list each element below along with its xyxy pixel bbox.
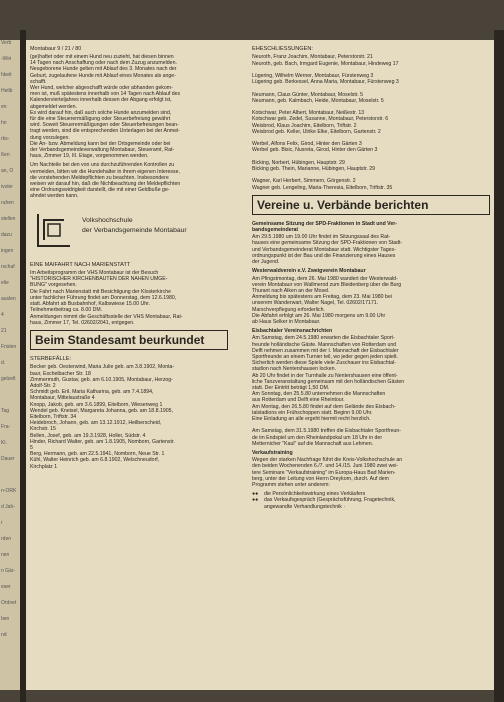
text-line: Anmeldungen nimmt die Geschäftsstelle der VHS Montabaur, Rat- — [30, 313, 183, 320]
previous-page-fragment: ben — [1, 616, 10, 622]
text-line: "HISTORISCHER KIRCHENBAUTEN DER NAHEN UMGE- — [30, 276, 168, 283]
list-item: Wagner geb. Lengeling, Maria-Theresia, Eitelborn, Triftstr. 35 — [252, 184, 393, 191]
previous-page-fragment: ruhen — [1, 200, 14, 206]
previous-page-fragment: ivoler — [1, 184, 13, 190]
eheschliessungen-title: EHESCHLIESSUNGEN: — [252, 46, 313, 52]
bullet-dots-icon: ●● — [252, 497, 259, 504]
text-line: eine Ordnungswidrigkeit darstellt, die mit einer Geldbuße ge- — [30, 187, 170, 194]
text-line: der Verbandsgemeindeverwaltung Montabaur, Steueramt, Rat- — [30, 147, 175, 154]
bullet-text: die Persönlichkeitswirkung eines Verkäufers — [264, 491, 366, 498]
page-right-edge — [494, 30, 504, 702]
list-item: Schmidt geb. Eril, Maria Katharina, geb. am 7.4.1894, — [30, 389, 154, 396]
text-line: verein Montabaur von Wallmerod zum Bleidenberg über die Burg — [252, 281, 402, 288]
list-item: Neumann, geb. Kalmbach, Heide, Montabaur, Moselstr. 5 — [252, 97, 384, 104]
text-line: Im Arbeitsprogramm der VHS Montabaur ist der Besuch — [30, 270, 159, 277]
previous-page-fragment: hkeit — [1, 72, 12, 78]
title-line: Gemeinsame Sitzung der SPD-Fraktionen in Stadt und Ver- — [252, 220, 397, 227]
previous-page-fragment: dazu — [1, 232, 12, 238]
sterbefaelle-title: STERBEFÄLLE: — [30, 355, 72, 362]
previous-page-fragment — [1, 392, 20, 398]
text-line: freunde holländische Gäste. Mannschaften von Rotterdam und — [252, 341, 397, 348]
list-item: Kotschwar geb. Zedel, Susanne, Montabaur, Peterstorstr. 6 — [252, 116, 389, 123]
vhs-title-line2: der Verbandsgemeinde Montabaur — [82, 226, 187, 234]
previous-page-fragment: auslen — [1, 296, 16, 302]
list-item: Becker geb. Oesterwind, Maria Julie geb. am 3.8.1902, Monta- — [30, 364, 175, 371]
text-line: Am Sonntag, den 25.5.80 unternehmen die Mannschaften — [252, 391, 386, 398]
eheschliessungen-list — [252, 54, 490, 190]
list-item: Knopp, Jakob, geb. am 3.6.1899, Eitelborn, Wiesenweg 1 — [30, 401, 163, 408]
list-item: Bicking geb. Thein, Marianne, Hübingen, Hauptstr. 29 — [252, 166, 376, 173]
previous-page-fragment: rks- — [1, 136, 10, 142]
left-column — [30, 46, 228, 470]
previous-page-fragment: nd — [1, 632, 7, 638]
list-item: Bellen, Josef, geb. am 19.3.1928, Holler, Südstr. 4 — [30, 432, 146, 439]
text-line: wird. Soweit Steuerermäßigungen oder Steuerbefreiungen bean- — [30, 122, 179, 129]
bullet-text: angewandte Verhandlungstechnik · — [264, 503, 346, 510]
previous-page-fragment: Verb — [1, 40, 12, 46]
list-item: Werbel geb. Bisic, Nusreta, Girod, Hinter den Gärten 3 — [252, 147, 378, 154]
previous-page-fragment: d Jah- — [1, 504, 15, 510]
text-line: Marschverpflegung erforderlich. — [252, 306, 325, 313]
previous-page-fragment: ßen — [1, 152, 10, 158]
previous-page-fragment: -Wiri — [1, 56, 12, 62]
previous-page-fragment: Fristen — [1, 344, 17, 350]
list-item: Lügering, Wilhelm Werner, Montabaur, Fürstenweg 3 — [252, 73, 374, 80]
list-item: Lügering geb. Berkessel, Anna Maria, Montabaur, Fürstenweg 3 — [252, 79, 399, 86]
text-line: die vorstehenden Meldepflichten zu beachten. Insbesondere — [30, 174, 169, 181]
list-item: Neuroth, Franz Joachim, Montabaur, Peterstorstr. 21 — [252, 54, 373, 61]
previous-page-fragment: Tag — [1, 408, 10, 414]
text-line: berg, unter der Leitung von Herrn Dreykorn, durch. Auf dem — [252, 475, 389, 482]
text-line: vermeiden, bitten wir die Hundehalter in ihrem eigenen Interesse, — [30, 168, 180, 175]
text-line: Thurant nach Alken an der Mosel. — [252, 287, 330, 294]
right-column — [252, 46, 490, 510]
vhs-title — [82, 216, 187, 236]
bullet-dots-icon: ●● — [252, 491, 259, 498]
text-line: abgemeldet werden. — [30, 103, 78, 110]
text-line: statt. Der Eintritt beträgt 1,50 DM. — [252, 384, 330, 391]
list-item: Weisbrod, Klaus Joachim, Eitelborn, Triftstr. 2 — [252, 122, 357, 129]
newspaper-page — [26, 40, 494, 690]
previous-page-fragment: Dauer — [1, 456, 15, 462]
text-line: Um Nachteile bei den von uns durchzuführenden Kontrollen zu — [30, 162, 175, 169]
list-item: Berg, Hermann, geb. am 22.5.1941, Nomborn, Neue Str. 1 — [30, 451, 165, 458]
previous-page-fragment: 4 — [1, 312, 4, 318]
text-line: Metternicher "Kaul" auf die Mannschaft aus Lehmen. — [252, 440, 374, 447]
text-line: Am Samstag, dem 31.5.1980 treffen die Eisbachtaler Sportfreun- — [252, 428, 401, 435]
westerwaldverein-paragraph — [252, 276, 490, 326]
maifahrt-paragraph — [30, 270, 228, 326]
list-item: Adolf-Str. 2 — [30, 382, 56, 389]
text-line: schafft. — [30, 78, 47, 85]
list-item: baur, Eschelbacher Str. 18 — [30, 370, 91, 377]
previous-page-fragment: Ordnet — [1, 600, 17, 606]
previous-page-fragment — [1, 472, 20, 478]
text-line: Ab 20 Uhr findet in der Turnhalle zu Nentershausen eine öffent- — [252, 372, 398, 379]
text-line: haus, Zimmer 19, III. Etage, vorgenommen werden. — [30, 153, 149, 160]
list-item: Bicking, Norbert, Hübingen, Hauptstr. 29 — [252, 159, 345, 166]
eisbachtaler-paragraph — [252, 335, 490, 447]
text-line: Delft nehmen zusammen mit der I. Mannschaft der Eisbachtaler — [252, 347, 399, 354]
standesamt-heading: Beim Standesamt beurkundet — [30, 330, 228, 350]
text-line: tere Seminare "Verkaufstraining" im Europa-Haus Bad Marien- — [252, 469, 396, 476]
previous-page-fragment: n Gär- — [1, 568, 16, 574]
text-line: Eine Einladung an alle ergeht hiermit recht herzlich. — [252, 415, 371, 422]
spd-title — [252, 221, 490, 233]
sterbefaelle-list — [30, 364, 228, 469]
bullet-item — [252, 504, 490, 510]
previous-page-fragment: ingen — [1, 248, 14, 254]
text-line: Wer Hund, welcher abgeschafft würde oder abhanden gekom- — [30, 85, 173, 92]
page-header: Montabaur 9 / 21 / 80 — [30, 46, 82, 52]
text-line: men ist, muß spätestens innerhalb von 14 Tagen nach Ablauf des — [30, 91, 181, 98]
bullet-text: das Verkaufsgespräch (Gesprächsführung, Fragetechnik, — [264, 497, 396, 504]
text-line: weisen wir darauf hin, daß die Nichtbeachtung der Meldepflichten — [30, 181, 181, 188]
text-line: Die An- bzw. Abmeldung kann bei der Ortsgemeinde oder bei — [30, 140, 171, 147]
text-line: der Jugend. — [252, 259, 280, 266]
list-item: Kirchstr. 15 — [30, 426, 56, 433]
previous-page-fragment: n-ORK — [1, 488, 17, 494]
text-line: talstadions ein Frühschoppen statt. Beginn 9.00 Uhr. — [252, 409, 373, 416]
verkaufstraining-bullets — [252, 491, 490, 510]
previous-page-fragment: Heilb — [1, 88, 13, 94]
text-line: Kalendervierteljahres innerhalb dessen der Abgang erfolgt ist, — [30, 97, 172, 104]
text-line: für die eine Steuerermäßigung oder Steuerbefreiung gewährt — [30, 116, 171, 123]
text-line: (ge)haftet oder mit einem Hund neu zuzieht, hat diesen binnen — [30, 54, 174, 60]
list-item: Montabaur, Mittelaustraße 4 — [30, 395, 95, 402]
list-item: Kirchplatz 1 — [30, 463, 58, 470]
text-line: Die Fahrt nach Marienstatt mit Besichtigung der Klosterkirche — [30, 288, 171, 295]
text-line: ahndet werden kann. — [30, 193, 79, 200]
text-line: Teilnehmerbeitrag ca. 8.00 DM. — [30, 307, 103, 314]
text-line: tragt werden, sind die entsprechenden Unterlagen bei der Anmel- — [30, 128, 180, 135]
text-line: hauses eine gemeinsame Sitzung der SPD-Fraktionen von Stadt- — [252, 240, 403, 247]
text-line: BUNG" vorgesehen. — [30, 282, 77, 289]
meldepflicht-paragraph — [30, 162, 228, 199]
previous-page-fragment: stellen — [1, 216, 16, 222]
text-line: Programm stehen unter anderem: — [252, 482, 330, 488]
list-item: Neumann, Claus Günter, Montabaur, Moselstr. 5 — [252, 91, 364, 98]
text-line: haus, Zimmer 17, Tel. 02602/2041, entgegen. — [30, 319, 135, 326]
text-line: Die Abfahrt erfolgt am 26. Mai 1980 morgens um 9.00 Uhr — [252, 312, 386, 319]
previous-page-fragment: an, O — [1, 168, 14, 174]
previous-page-fragment: elie — [1, 280, 9, 286]
vereine-heading: Vereine u. Verbände berichten — [252, 195, 490, 215]
hundesteuer-paragraph — [30, 54, 228, 159]
list-item: Kotschwar, Peter Albert, Montabaur, Neißestr. 13 — [252, 110, 365, 117]
text-line: unserem Wanderwart, Walter Nagel, Tel. 02602/17171. — [252, 300, 379, 307]
list-item: Weisbrod geb. Keller, Ulrike Elke, Eitelborn, Gartenstr. 2 — [252, 128, 381, 135]
text-line: Am Montag, den 26.5.80 findet auf dem Gelände des Eisbach- — [252, 403, 396, 410]
text-line: Geburt, zugelaufene Hunde mit Ablauf eines Monates als ange- — [30, 72, 176, 79]
text-line: den beiden Wochenenden 6./7. und 14./15. Juni 1980 zwei wei- — [252, 463, 399, 470]
text-line: Am Pfingstmontag, dem 26. Mai 1980 wandert der Westerwald- — [252, 275, 398, 282]
previous-page-fragment: Fra- — [1, 424, 11, 430]
text-line: aus Rotterdam und Delft eine Rheintour. — [252, 397, 345, 404]
text-line: statt. Abfahrt ab Busbahnhof, Kalbswiese 15.00 Uhr. — [30, 301, 150, 308]
text-line: Anmeldung bis spätestens am Freitag, dem 23. Mai 1980 bei — [252, 294, 392, 301]
previous-page-fragment: Kl. — [1, 440, 7, 446]
text-line: liche Tanzveranstaltung gemeinsam mit den holländischen Gästen — [252, 378, 405, 385]
list-item: Hinder, Richard Walter, geb. am 1.8.1905, Nomborn, Gartenstr. — [30, 438, 175, 445]
spd-paragraph — [252, 234, 490, 265]
text-line: Am 29.5.1980 um 19.00 Uhr findet im Sitzungssaal des Rat- — [252, 234, 391, 241]
verkaufstraining-title: Verkaufstraining — [252, 449, 293, 456]
text-line: ordnungspunkt ist der Bau und die Finanzierung eines Hauses — [252, 252, 396, 259]
text-line: Sportfreunde an einem Turnier teil, wo jeder gegen jeden spielt. — [252, 353, 398, 360]
previous-page-edge — [0, 40, 20, 690]
list-item: Kühl, Walter Heinrich geb. am 6.8.1902, Welschneudorf, — [30, 457, 160, 464]
list-item: Wendel geb. Kneisel, Margareta Johanna, geb. am 18.8.1905, — [30, 407, 173, 414]
previous-page-fragment: r — [1, 520, 3, 526]
list-item: Eitelborn, Triftstr. 34 — [30, 413, 77, 420]
text-line: dung vorzulegen. — [30, 134, 70, 141]
previous-page-fragment: hn — [1, 120, 7, 126]
vhs-logo-icon — [34, 210, 74, 250]
list-item: Neuroth, geb. Bach, Irmgard Eugenie, Montabaur, Hindeweg 17 — [252, 60, 399, 67]
text-line: Es wird darauf hin, daß auch solche Hunde anzumelden sind, — [30, 109, 172, 116]
text-line: Neugeborene Hunde gelten mit Ablauf des 3. Monates nach der — [30, 66, 177, 73]
previous-page-fragment: eser — [1, 584, 11, 590]
text-line: Am Samstag, dem 24.5.1980 erwarten die Eisbachtaler Sport- — [252, 335, 395, 342]
text-line: Wegen der starken Nachfrage führt die Kreis-Volkshochschule an — [252, 457, 403, 464]
text-line: und Verbandsgemeinderat Montabaur statt. Wichtigster Tages- — [252, 246, 396, 253]
previous-page-fragment: nen — [1, 552, 10, 558]
text-line: stadion nach Nentershausen locken. — [252, 366, 336, 373]
list-item: Wagner, Karl Herbert, Simmern, Görgenstr. 2 — [252, 178, 356, 185]
previous-page-fragment: gelzelt — [1, 376, 16, 382]
previous-page-fragment: rschaf — [1, 264, 15, 270]
text-line: 14 Tagen nach Anschaffung oder nach dem Zuzug anzumelden. — [30, 60, 177, 67]
list-item: Zimmermuth, Gustav, geb. am 6.10.1905, Montabaur, Herzog- — [30, 376, 173, 383]
previous-page-fragment: rden — [1, 536, 12, 542]
vhs-title-line1: Volkshochschule — [82, 216, 133, 224]
westerwaldverein-title: Westerwaldverein e.V. Zweigverein Montabaur — [252, 268, 366, 275]
list-item: Werbel, Alfons Felix, Girod, Hinter den Gärten 3 — [252, 141, 362, 148]
previous-page-fragment: en — [1, 104, 7, 110]
previous-page-fragment: d. — [1, 360, 6, 366]
verkaufstraining-paragraph — [252, 457, 490, 488]
list-item: 5 — [30, 444, 33, 451]
text-line: unter fachlicher Führung findet am Donnerstag, dem 12.6.1980, — [30, 294, 177, 301]
previous-page-fragment: 21 — [1, 328, 7, 334]
vhs-section-header — [30, 206, 228, 256]
list-item: Heidebroch, Johann, geb. am 13.12.1912, Heilberscheid, — [30, 420, 162, 427]
text-line: Sicherlich werden diese Spiele viele Zuschauer ins Eisbachtal- — [252, 360, 396, 367]
eisbachtaler-title: Eisbachtaler Vereinsnachrichten — [252, 328, 333, 335]
title-line: bandsgemeinderat — [252, 227, 299, 234]
text-line: ab Haus Selker in Montabaur. — [252, 318, 321, 325]
maifahrt-title: EINE MAIFAHRT NACH MARIENSTATT — [30, 261, 131, 268]
text-line: de im Endspiel um den Rheinlandpokal um 18 Uhr in der — [252, 434, 383, 441]
